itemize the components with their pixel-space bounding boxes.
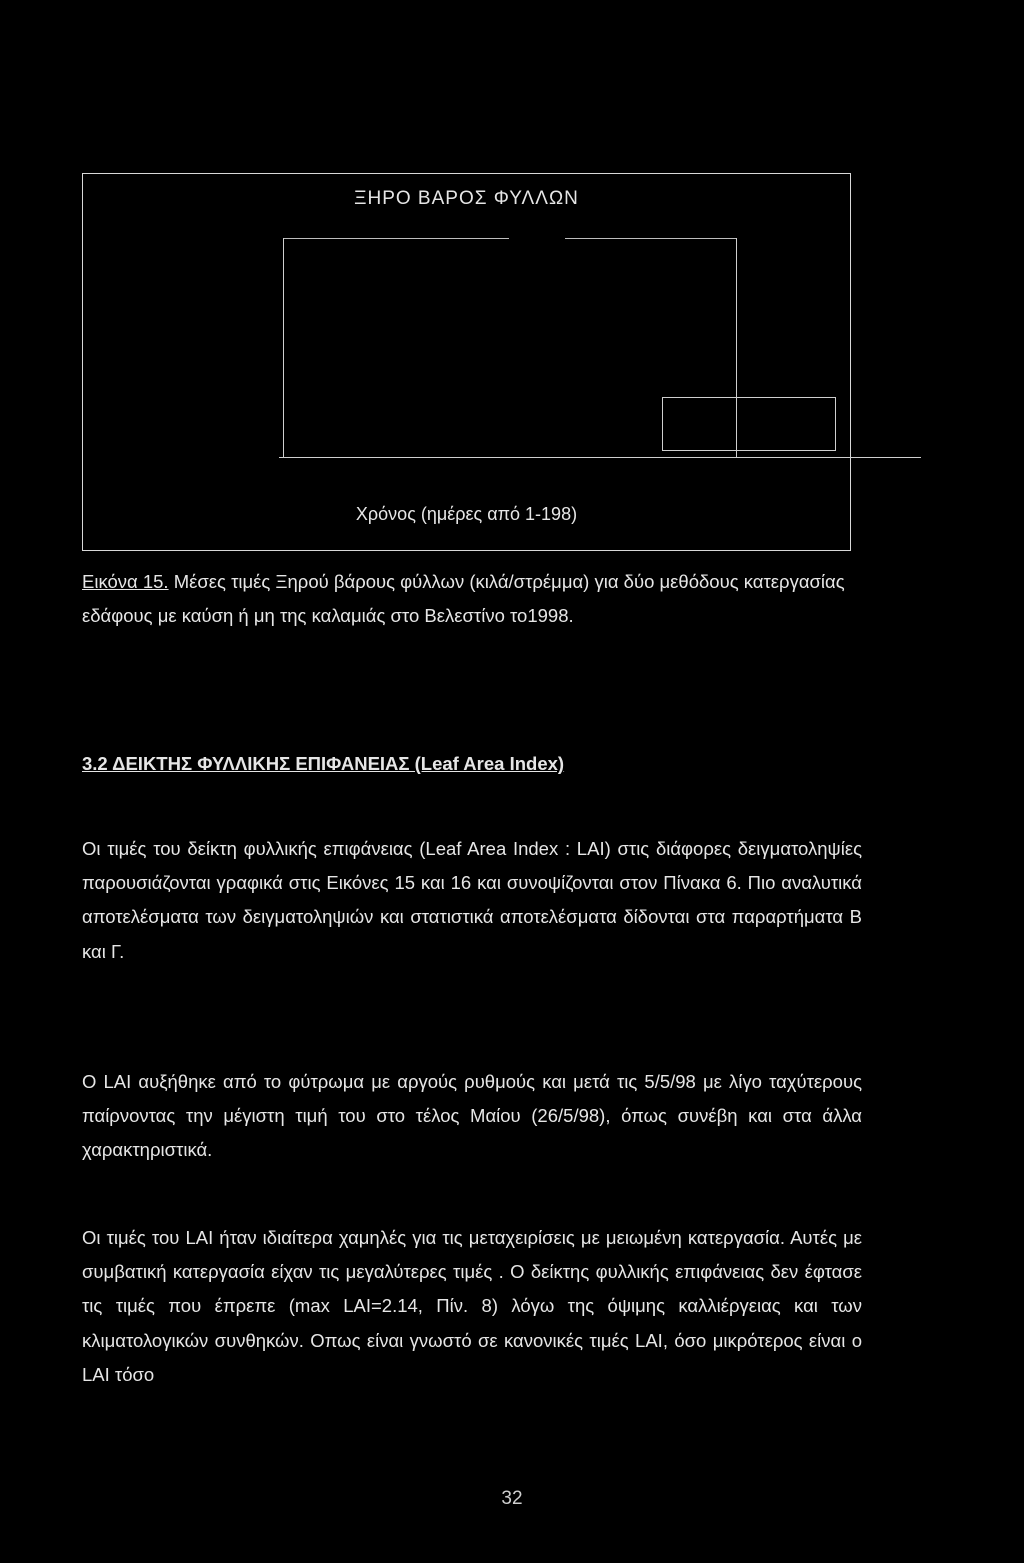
page-number: 32 (501, 1488, 523, 1509)
section-heading: 3.2 ΔΕΙΚΤΗΣ ΦΥΛΛΙΚΗΣ ΕΠΙΦΑΝΕΙΑΣ (Leaf Area Index) (82, 753, 565, 774)
caption-text: Μέσες τιμές Ξηρού βάρους φύλλων (κιλά/στρέμμα) για δύο μεθόδους κατεργασίας εδάφους με καύση ή μη της καλαμιάς στο Βελεστίνο το1998. (82, 571, 845, 626)
figure-x-axis-label: Χρόνος (ημέρες από 1-198) (355, 504, 578, 524)
figure-frame (82, 173, 851, 551)
figure-legend-box (662, 397, 836, 451)
paragraph-1: Οι τιμές του δείκτη φυλλικής επιφάνειας (Leaf Area Index : LAI) στις διάφορες δειγματοληψίες παρουσιάζονται γραφικά στις Εικόνες 15 και 16 και συνοψίζονται στον Πίνακα 6. Πιο αναλυτικά αποτελέσματα των δειγματοληψιών και στατιστικά αποτελέσματα δίδονται στα παραρτήματα Β και Γ. (82, 838, 862, 962)
plot-left-axis (283, 238, 284, 457)
plot-top-border-right (565, 238, 736, 239)
paragraph-2: Ο LAI αυξήθηκε από το φύτρωμα με αργούς ρυθμούς και μετά τις 5/5/98 με λίγο ταχύτερους παίρνοντας την μέγιστη τιμή του στο τέλος Μαίου (26/5/98), όπως συνέβη και στα άλλα χαρακτηριστικά. (82, 1071, 862, 1161)
plot-top-border-left (283, 238, 509, 239)
caption-label: Εικόνα 15. (82, 571, 169, 592)
plot-bottom-axis (279, 457, 921, 458)
figure-caption (82, 565, 862, 633)
paragraph-3: Οι τιμές του LAI ήταν ιδιαίτερα χαμηλές για τις μεταχειρίσεις με μειωμένη κατεργασία. Αυτές με συμβατική κατεργασία είχαν τις μεγαλύτερες τιμές . Ο δείκτης φυλλικής επιφάνειας δεν έφτασε τις τιμές που έπρεπε (max LAI=2.14, Πίν. 8) λόγω της όψιμης καλλιέργειας και των κλιματολογικών συνθηκών. Οπως είναι γνωστό σε κανονικές τιμές LAI, όσο μικρότερος είναι ο LAI τόσο (82, 1227, 862, 1385)
figure-title: ΞΗΡΟ ΒΑΡΟΣ ΦΥΛΛΩΝ (354, 188, 579, 209)
